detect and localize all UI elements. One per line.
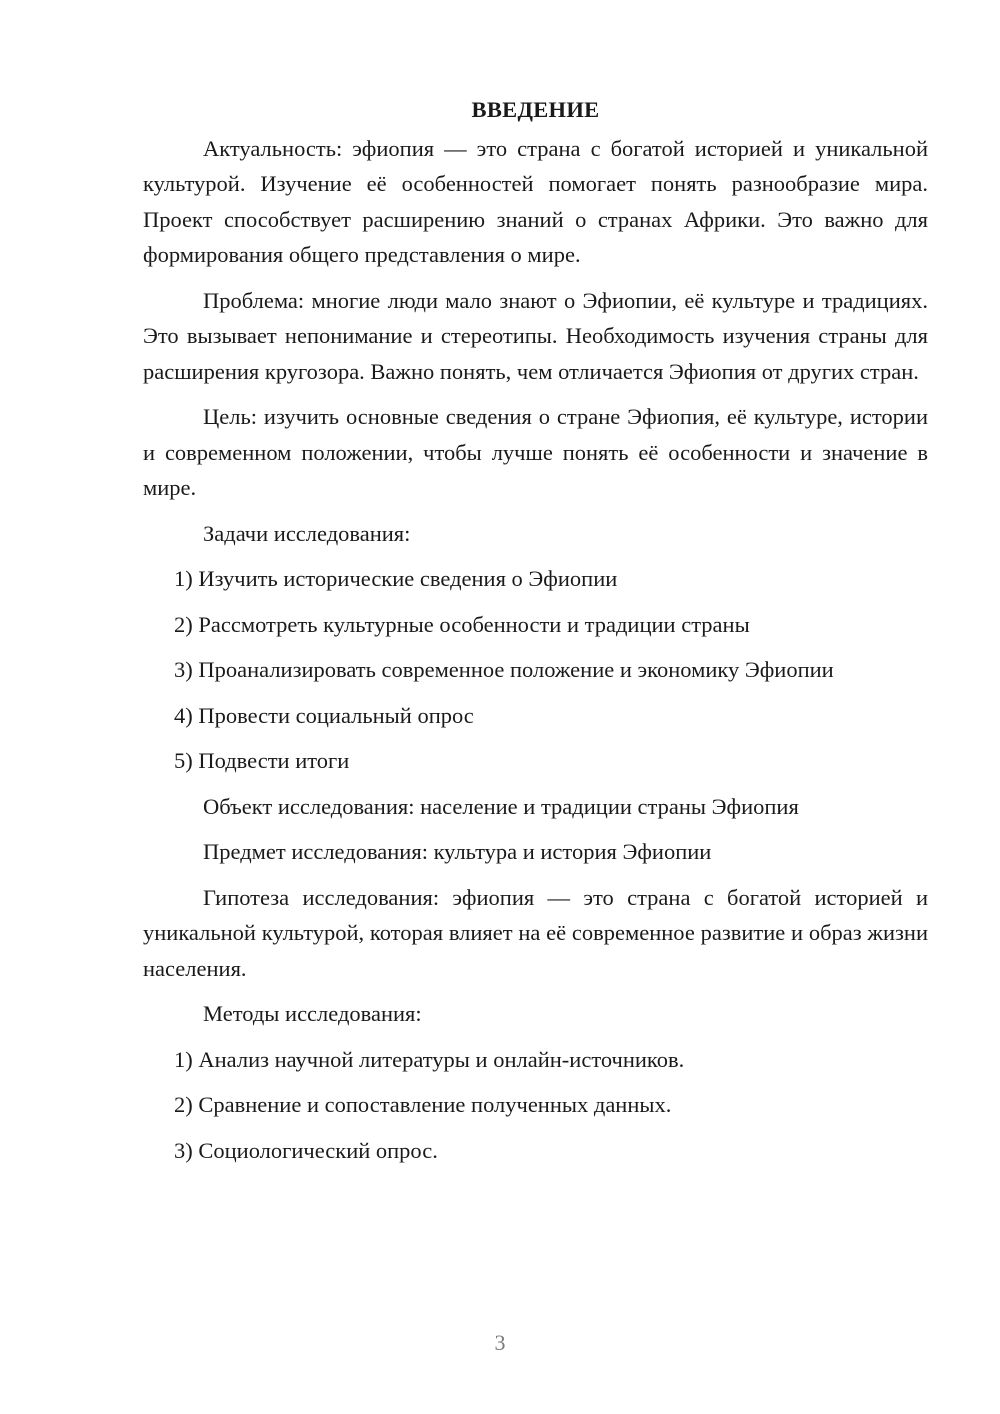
object-line: Объект исследования: население и традиции страны Эфиопия bbox=[203, 793, 799, 819]
task-item: 1) Изучить исторические сведения о Эфиопии bbox=[174, 566, 618, 591]
document-body bbox=[143, 92, 928, 1178]
task-item: 4) Провести социальный опрос bbox=[174, 702, 474, 728]
hypothesis-paragraph: Гипотеза исследования: эфиопия — это страна с богатой историей и уникальной культурой, которая влияет на её современное развитие и образ жизни населения. bbox=[143, 884, 928, 981]
methods-list bbox=[143, 1042, 928, 1169]
problem-paragraph: Проблема: многие люди мало знают о Эфиопии, её культуре и традициях. Это вызывает непонимание и стереотипы. Необходимость изучения страны для расширения кругозора. Важно понять, чем отличается Эфиопия от других стран. bbox=[143, 287, 928, 384]
section-title: ВВЕДЕНИЕ bbox=[471, 97, 600, 122]
goal-paragraph: Цель: изучить основные сведения о стране Эфиопия, её культуре, истории и современном положении, чтобы лучше понять её особенности и значение в мире. bbox=[143, 404, 928, 500]
methods-heading: Методы исследования: bbox=[203, 1001, 422, 1026]
method-item: 1) Анализ научной литературы и онлайн-источников. bbox=[174, 1046, 685, 1072]
task-item: 2) Рассмотреть культурные особенности и традиции страны bbox=[174, 611, 750, 637]
task-item: 3) Проанализировать современное положение и экономику Эфиопии bbox=[174, 657, 834, 682]
method-item: 3) Социологический опрос. bbox=[174, 1137, 438, 1163]
method-item: 2) Сравнение и сопоставление полученных данных. bbox=[174, 1092, 672, 1117]
subject-line: Предмет исследования: культура и история Эфиопии bbox=[203, 839, 712, 864]
tasks-list bbox=[143, 561, 928, 779]
tasks-heading: Задачи исследования: bbox=[203, 520, 411, 546]
task-item: 5) Подвести итоги bbox=[174, 748, 350, 773]
relevance-paragraph: Актуальность: эфиопия — это страна с богатой историей и уникальной культурой. Изучение её особенностей помогает понять разнообразие мира. Проект способствует расширению знаний о странах Африки. Это важно для формирования общего представления о мире. bbox=[143, 135, 928, 267]
page-number: 3 bbox=[494, 1330, 506, 1355]
